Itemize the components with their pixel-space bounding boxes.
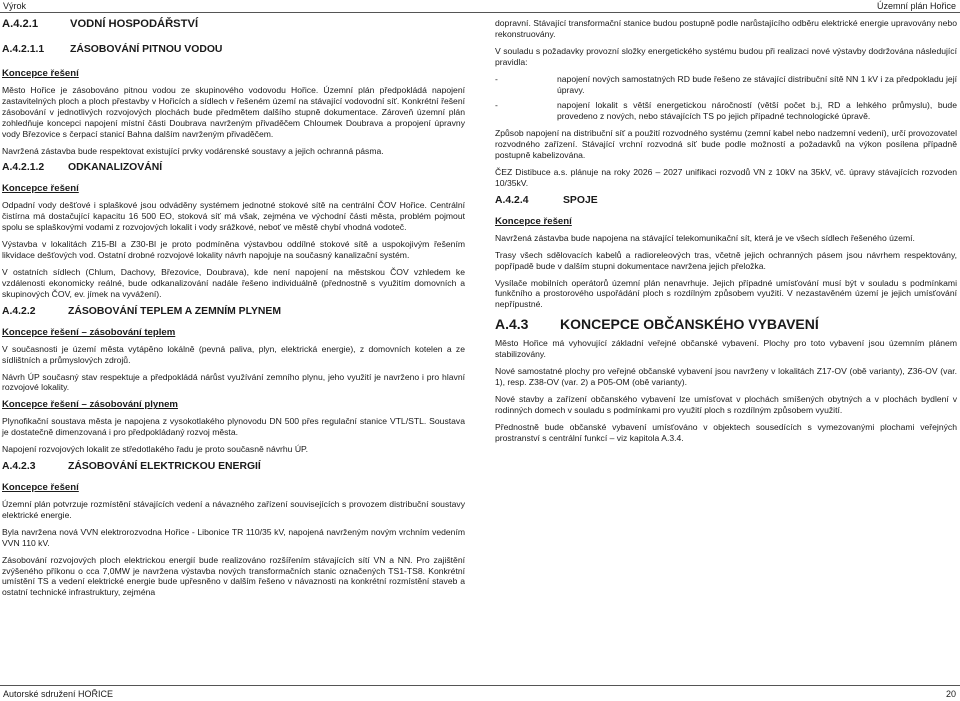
right-column xyxy=(495,18,957,449)
rules-list xyxy=(495,74,957,123)
paragraph: V souladu s požadavky provozní složky energetického systému budou při realizaci nové výstavby dodržována následující pravidla: xyxy=(495,45,957,67)
paragraph: Trasy všech sdělovacích kabelů a radioreleových tras, včetně jejich ochranných pásem jsou návrhem respektovány, popřípadě bude v dalším stupni dokumentace navržena jejich přeložka. xyxy=(495,249,957,271)
heading-number: A.4.2.1.2 xyxy=(2,162,45,174)
heading-title: ZÁSOBOVÁNÍ ELEKTRICKOU ENERGIÍ xyxy=(68,461,261,473)
heading-title: SPOJE xyxy=(563,194,598,206)
subheading-koncepce: Koncepce řešení xyxy=(2,183,79,195)
page-header xyxy=(0,0,960,13)
paragraph: dopravní. Stávající transformační stanice budou postupně podle narůstajícího odběru elektrické energie upravovány nebo rekonstruovány. xyxy=(495,18,957,39)
header-section-label: Výrok xyxy=(3,1,27,11)
list-item xyxy=(495,74,957,96)
subheading-koncepce: Koncepce řešení xyxy=(495,215,572,227)
heading-title: ZÁSOBOVÁNÍ TEPLEM A ZEMNÍM PLYNEM xyxy=(68,305,282,317)
paragraph: Plynofikační soustava města je napojena z vysokotlakého plynovodu DN 500 přes regulační stanice VTL/STL. Soustava je dostatečně dimenzovaná i pro předpokládaný rozvoj města. xyxy=(2,416,465,438)
heading-title: ZÁSOBOVÁNÍ PITNOU VODOU xyxy=(70,44,223,55)
list-item-text: napojení lokalit s větší energetickou náročností (větší počet b.j, RD a lehkého průmyslu), bude provedeno z nových, nebo stávajících TS po jejich případné technologické úpravě. xyxy=(557,100,957,122)
list-item-text: napojení nových samostatných RD bude řešeno ze stávající distribuční sítě NN 1 kV i za předpokladu její úpravy. xyxy=(557,73,957,95)
paragraph: Byla navržena nová VVN elektrorozvodna Hořice - Libonice TR 110/35 kV, napojená navrženým novým vrchním vedením VVN 110 kV. xyxy=(2,526,465,548)
subheading-zasobovani-plynem: Koncepce řešení – zásobování plynem xyxy=(2,399,178,411)
header-divider xyxy=(0,12,960,13)
paragraph: Zásobování rozvojových ploch elektrickou energií bude realizováno rozšířením stávajících sítí VN a NN. Pro zajištění zvýšeného příkonu o cca 7,0MW je navržena výstavba nových transformačních stanic označených TS1-TS8. Konkrétní umístění TS a vedení elektrické energie bude upřesněno v dalším řešeno v návaznosti na konkrétní rozmístění staveb a ostatní technické infrastruktury, zejména xyxy=(2,554,465,598)
paragraph: Město Hořice je zásobováno pitnou vodou ze skupinového vodovodu Hořice. Územní plán předpokládá napojení zastavitelných ploch a ploch přestavby v Hořicích a sídlech v řešeném území na stávající vodovodní síť. Konkrétní řešení zásobování v jednotlivých rozvojových plochách bude předmětem dalšího stupně dokumentace. Zároveň územní plán zohledňuje koncepci napojení místní části Doubrava navrženým přivaděčem Chloumek Doubrava a propojení úpravny vody Březovice s čerpací stanicí Bahna dalším navrženým přivaděčem. xyxy=(2,85,465,139)
heading-elektricka-energie xyxy=(2,461,465,473)
paragraph: Návrh ÚP současný stav respektuje a předpokládá nárůst využívání zemního plynu, jeho využití je navrženo i pro hlavní rozvojové lokality. xyxy=(2,371,465,393)
paragraph: Město Hořice má vyhovující základní veřejné občanské vybavení. Plochy pro toto vybavení jsou územním plánem stabilizovány. xyxy=(495,338,957,360)
heading-obcanske-vybaveni xyxy=(495,316,957,332)
list-dash: - xyxy=(495,73,498,84)
paragraph: Územní plán potvrzuje rozmístění stávajících vedení a návazného zařízení souvisejících s provozem distribuční soustavy elektrické energie. xyxy=(2,499,465,520)
paragraph: Nové stavby a zařízení občanského vybavení lze umísťovat v plochách smíšených obytných a v plochách bydlení v rodinných domech v souladu s podmínkami pro využití ploch s rozdílným způsobem využití. xyxy=(495,393,957,415)
footer-author: Autorské sdružení HOŘICE xyxy=(3,689,114,699)
footer-divider xyxy=(0,685,960,686)
heading-number: A.4.2.1 xyxy=(2,18,39,30)
heading-zasobovani-teplem xyxy=(2,306,465,318)
page-footer xyxy=(0,685,960,701)
heading-title: ODKANALIZOVÁNÍ xyxy=(68,162,163,174)
page-number: 20 xyxy=(945,689,956,699)
paragraph: Navržená zástavba bude respektovat existující prvky vodárenské soustavy a jejich ochranná pásma. xyxy=(2,145,384,156)
paragraph: V ostatních sídlech (Chlum, Dachovy, Březovice, Doubrava), kde není napojení na městskou ČOV vzhledem ke vzdálenosti ekonomicky reálné, bude odkanalizování nadále řešeno individuálně (přednostně s využitím domovních a skupinových ČOV, ev. jímek na vyvážení). xyxy=(2,266,465,299)
paragraph: Vysílače mobilních operátorů územní plán nenavrhuje. Jejich případné umísťování musí být v souladu s podmínkami funkčního a prostorového uspořádání ploch s rozdílným způsobem využití. V nezastavěném území je jejich umísťování nepřípustné. xyxy=(495,277,957,310)
heading-number: A.4.3 xyxy=(495,316,529,333)
paragraph: V současnosti je území města vytápěno lokálně (pevná paliva, plyn, elektrická energie), z domovních kotelen a ze sídlištních a průmyslových zdrojů. xyxy=(2,343,465,365)
paragraph: Navržená zástavba bude napojena na stávající telekomunikační sít, která je ve všech sídlech řešeného území. xyxy=(495,232,915,243)
subheading-zasobovani-teplem: Koncepce řešení – zásobování teplem xyxy=(2,326,176,338)
paragraph: Přednostně bude občanské vybavení umísťováno v objektech sousedících s vymezovanými plochami veřejných prostranství s centrální funkcí – viz kapitola A.3.4. xyxy=(495,421,957,443)
heading-title: VODNÍ HOSPODÁŘSTVÍ xyxy=(70,18,199,30)
heading-number: A.4.2.1.1 xyxy=(2,44,45,55)
heading-odkanalizovani xyxy=(2,162,465,174)
heading-vodni-hospodarstvi xyxy=(2,18,465,31)
subheading-koncepce: Koncepce řešení xyxy=(2,68,79,79)
paragraph: Odpadní vody dešťové i splaškové jsou odváděny systémem jednotné stokové sítě na centrální ČOV Hořice. Centrální čistírna má dostačující kapacitu 16 500 EO, stoková síť má však, zejména ve východní části města, problém pojmout spolu se splaškovými vodami z rozvojových lokalit i vody srážkové, neboť ve městě chybí vhodná vodoteč. xyxy=(2,200,465,233)
heading-number: A.4.2.4 xyxy=(495,194,529,206)
heading-spoje xyxy=(495,195,957,207)
heading-zasobovani-pitnou-vodou xyxy=(2,44,465,56)
paragraph: Napojení rozvojových lokalit ze středotlakého řadu je proto současně návrhu ÚP. xyxy=(2,444,309,455)
left-column xyxy=(2,18,465,604)
heading-title: KONCEPCE OBČANSKÉHO VYBAVENÍ xyxy=(560,316,819,333)
paragraph: Způsob napojení na distribuční síť a použití rozvodného systému (zemní kabel nebo nadzemní vedení), určí provozovatel rozvodného zařízení. Stávající vrchní rozvodná síť bude podle možností a požadavků na výkon posílena případně postupně kabelizována. xyxy=(495,128,957,161)
heading-number: A.4.2.2 xyxy=(2,305,36,317)
list-dash: - xyxy=(495,100,498,111)
paragraph: ČEZ Distibuce a.s. plánuje na roky 2026 – 2027 unifikaci rozvodů VN z 10kV na 35kV, vč. úpravy stávajících rozvoden 10/35kV. xyxy=(495,166,957,188)
subheading-koncepce: Koncepce řešení xyxy=(2,482,79,494)
paragraph: Nové samostatné plochy pro veřejné občanské vybavení jsou navrženy v lokalitách Z17-OV (obě varianty), Z36-OV (var. 1), resp. Z38-OV (var. 2) a P05-OM (obě varianty). xyxy=(495,366,957,387)
header-document-title: Územní plán Hořice xyxy=(876,1,956,11)
heading-number: A.4.2.3 xyxy=(2,461,36,473)
paragraph: Výstavba v lokalitách Z15-Bl a Z30-Bl je proto podmíněna výstavbou oddílné stokové sítě a uspokojivým řešením likvidace dešťových vod. Ostatní drobné rozvojové lokality návrh napojuje na současný kanalizační systém. xyxy=(2,239,465,261)
list-item xyxy=(495,100,957,122)
